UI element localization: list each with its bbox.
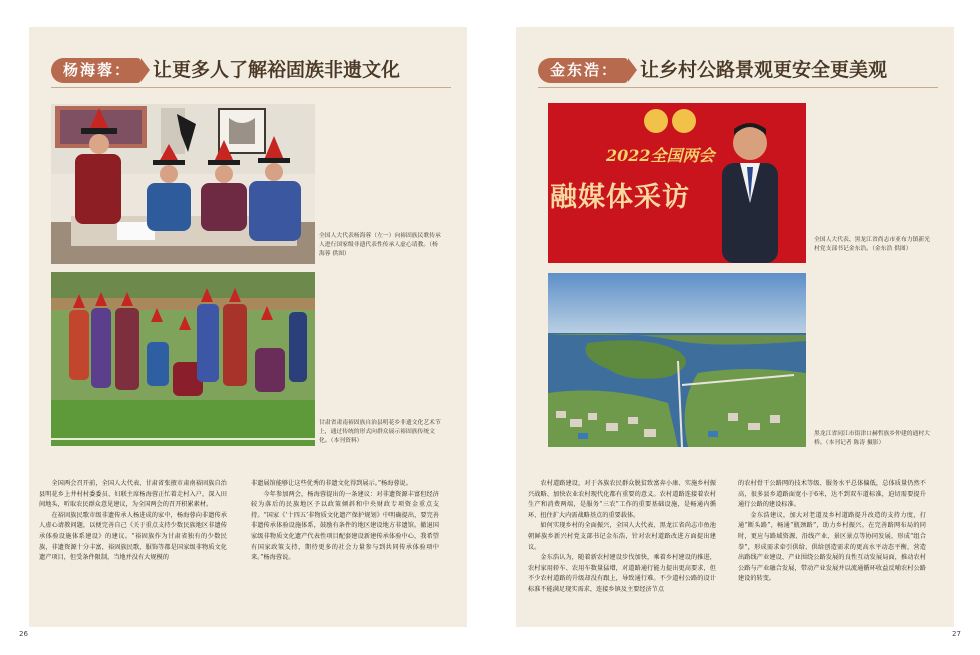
festival-photo-illustration xyxy=(51,272,315,446)
paragraph: 农村道路建设，对于各族农民群众脱贫致富奔小康、实施乡村振兴战略、加快农业农村现代化都有重要的意义。农村道路连接着农村生产和消费两端，是服务“三农”工作的重要基础设施，是畅通内循环、扭住扩大内需战略基点的重要载体。 xyxy=(528,480,716,519)
photo-caption: 甘肃省肃南裕固族自治县明花乡非遗文化艺术节上，通过传统的形式向群众展示裕固族传统文化。（本刊资料） xyxy=(319,420,441,444)
page-number-right: 27 xyxy=(952,630,961,638)
photo-interview xyxy=(51,104,315,264)
article-column xyxy=(39,479,227,564)
title-divider xyxy=(51,87,451,88)
paragraph: 的农村骨干公路网的技术等级、服务水平总体偏低，总体质量仍然不高，很多县乡道路面宽小于6米，达不到双车道标准，迫切需要提升通行公路的建设标准。 xyxy=(738,480,926,509)
article-column xyxy=(251,479,439,564)
paragraph: 今年参加两会，杨海蓉提出的一条建议：对非遗资源丰富但经济较为落后的民族地区予以政策倾斜和中央财政专项资金重点支持。“国家《‘十四五’非物质文化遗产保护规划》中明确提出，要完善非遗传承体验设施体系，鼓励有条件的地区建设地方非遗馆。撤退国家级非物质文化遗产代表性项目配套建设新建传承体验中心，我希望有国家政策支持，期待更多的社会力量参与到共同传承体验项中来。”杨海蓉说。 xyxy=(251,490,439,562)
photo-portrait xyxy=(548,103,806,263)
photo-festival xyxy=(51,272,315,446)
article-title-bar xyxy=(51,56,451,86)
paragraph: 全国两会召开前，全国人大代表、甘肃省张掖市肃南裕固族自治县明花乡上井村村委委员、妇联主席杨海蓉正忙着走村入户，深入田间地头，听取农民群众意见建议，为全国两会的召开积累素材。 xyxy=(39,480,227,509)
left-page xyxy=(29,27,467,627)
photo-caption: 全国人大代表、黑龙江省尚志市亚布力镇新光村党支部书记金东浩。（金东浩 供图） xyxy=(814,237,930,252)
name-tag: 杨海蓉： xyxy=(51,58,141,83)
paragraph: 金东浩认为，随着新农村建设步伐加快，乘着乡村建设的推进，农村家用轿车、农用车数量猛增，对道路通行能力提出更高要求，但不少农村道路的升级却没有跟上，导致通行难。不少道村公路的设计标准不能满足现实需求，连接乡镇及主要经济节点 xyxy=(528,554,716,593)
article-headline: 让更多人了解裕固族非遗文化 xyxy=(153,59,401,81)
article-headline: 让乡村公路景观更安全更美观 xyxy=(640,59,888,81)
paragraph: 非遗展馆能够让这些优秀的非遗文化得到展示。”杨海蓉说。 xyxy=(251,480,412,487)
photo-caption: 黑龙江省同江市街津口赫哲族乡仲建的通村大桥。（本刊记者 陈涛 摄影） xyxy=(814,431,930,446)
article-column xyxy=(528,479,716,596)
paragraph: 在裕固族民歌市级非遗传承人杨进成的家中，杨海蓉向非遗传承人虚心请教问题，以便完善自己《关于重点支持少数民族地区非遗传承体验设施体系建设》的建议。“裕固族作为甘肃省独有的少数民族，非遗资源十分丰富，裕固族民歌、服饰等都是国家级非物质文化遗产项目，但受条件限制，当地并没有大规模的 xyxy=(39,511,227,562)
photo-bridge xyxy=(548,273,806,447)
article-title-bar xyxy=(538,56,938,86)
paragraph: 金东浩建议，加大对老道及乡村道路提升改造的支持力度，打通“断头路”，畅通“瓶颈路”，助力乡村振兴。在完善路网布局的同时，更应与路域资源、沿线产业、景区景点等协同发展，形成“组合拳”，形成需求牵引供给、供给创造需求的更高水平动态平衡，营造出路线产业建设、产业围绕公路发展的良性互动发展局面，推动农村公路与产业融合发展，带动产业发展并以流通循环收益反哺农村公路建设的转变。 xyxy=(738,511,926,583)
article-column xyxy=(738,479,926,585)
paragraph: 如何实现乡村的全面振兴，全国人大代表、黑龙江省尚志市鱼池朝鲜族乡新兴村党支部书记金东浩，针对农村道路改进方面提出建议。 xyxy=(528,522,716,551)
banner-year: 2022全国两会 xyxy=(606,146,715,165)
bridge-aerial-illustration xyxy=(548,273,806,447)
photo-caption: 全国人大代表杨海蓉（左一）向裕固族民歌传承人进行国家级非遗代表性传承人虚心请教。（杨海蓉 供图） xyxy=(319,233,441,257)
interview-photo-illustration xyxy=(51,104,315,264)
right-page xyxy=(516,27,954,627)
page-number-left: 26 xyxy=(19,630,28,638)
banner-text: 融媒体采访 xyxy=(550,182,690,213)
name-tag: 金东浩： xyxy=(538,58,628,83)
title-divider xyxy=(538,87,938,88)
